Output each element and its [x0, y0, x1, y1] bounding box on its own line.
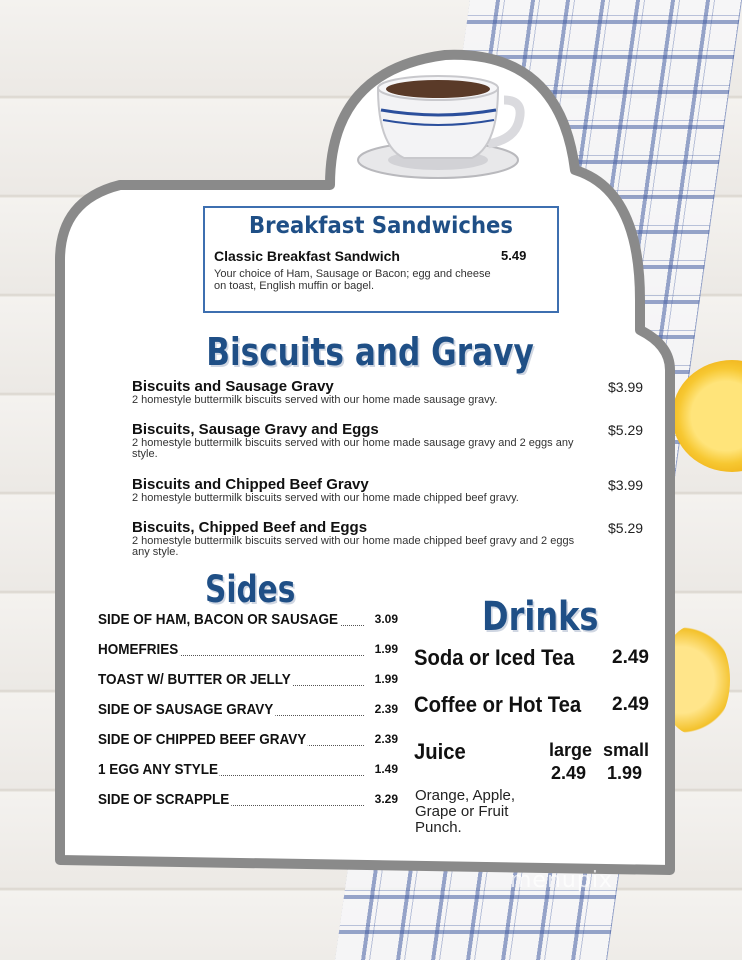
juice-large-label: large — [549, 740, 593, 760]
coffee-cup-icon — [356, 68, 526, 188]
side-item — [98, 611, 398, 629]
item-name: Biscuits and Sausage Gravy — [132, 378, 334, 395]
menu-item — [132, 378, 612, 406]
side-price: 2.39 — [374, 702, 398, 716]
side-item — [98, 731, 398, 749]
menu-item — [132, 421, 612, 460]
menu-item — [132, 519, 612, 558]
item-name: Biscuits, Chipped Beef and Eggs — [132, 519, 368, 536]
drink-name: Coffee or Hot Tea — [414, 692, 582, 717]
item-name: Biscuits and Chipped Beef Gravy — [132, 476, 369, 493]
juice-large-price: 2.49 — [551, 763, 587, 783]
breakfast-sandwiches-heading: Breakfast Sandwiches — [249, 213, 513, 239]
drink-name: Soda or Iced Tea — [414, 645, 575, 670]
side-name: HOMEFRIES — [98, 641, 179, 658]
side-name: TOAST W/ BUTTER OR JELLY — [98, 671, 291, 688]
item-price: $3.99 — [608, 477, 644, 493]
item-description: 2 homestyle buttermilk biscuits served with our home made sausage gravy. — [132, 394, 498, 406]
side-item — [98, 791, 398, 809]
juice-small-price: 1.99 — [607, 763, 643, 783]
side-price: 2.39 — [374, 732, 398, 746]
sandwich-name: Classic Breakfast Sandwich — [214, 248, 400, 264]
side-name: SIDE OF CHIPPED BEEF GRAVY — [98, 731, 307, 748]
sides-heading: Sides — [205, 568, 296, 611]
sandwich-price: 5.49 — [501, 248, 527, 263]
item-description: 2 homestyle buttermilk biscuits served with our home made chipped beef gravy and 2 eggs any style. — [132, 535, 575, 558]
side-name: 1 EGG ANY STYLE — [98, 761, 219, 778]
item-price: $3.99 — [608, 379, 644, 395]
juice-flavors: Orange, Apple, Grape or Fruit Punch. — [415, 787, 516, 836]
sandwich-description: Your choice of Ham, Sausage or Bacon; egg and cheese on toast, English muffin or bagel. — [214, 268, 491, 292]
item-name: Biscuits, Sausage Gravy and Eggs — [132, 421, 379, 438]
side-price: 1.99 — [374, 642, 398, 656]
drinks-heading: Drinks — [482, 594, 599, 640]
side-name: SIDE OF SCRAPPLE — [98, 791, 230, 808]
drink-price: 2.49 — [612, 647, 649, 668]
juice-small-label: small — [603, 740, 650, 760]
watermark: menupix — [510, 868, 613, 893]
side-price: 3.09 — [374, 612, 398, 626]
item-description: 2 homestyle buttermilk biscuits served with our home made sausage gravy and 2 eggs any style. — [132, 437, 574, 460]
side-price: 1.99 — [374, 672, 398, 686]
menu-item — [132, 476, 612, 504]
side-item — [98, 641, 398, 659]
biscuits-gravy-heading: Biscuits and Gravy — [206, 330, 534, 374]
side-item — [98, 761, 398, 779]
item-description: 2 homestyle buttermilk biscuits served with our home made chipped beef gravy. — [132, 492, 519, 504]
juice-name: Juice — [414, 739, 466, 764]
breakfast-sandwiches-box — [203, 206, 559, 313]
side-price: 3.29 — [374, 792, 398, 806]
item-price: $5.29 — [608, 422, 644, 438]
side-item — [98, 701, 398, 719]
side-price: 1.49 — [374, 762, 398, 776]
item-price: $5.29 — [608, 520, 644, 536]
side-name: SIDE OF HAM, BACON OR SAUSAGE — [98, 611, 339, 628]
drink-price: 2.49 — [612, 694, 649, 715]
side-item — [98, 671, 398, 689]
side-name: SIDE OF SAUSAGE GRAVY — [98, 701, 274, 718]
